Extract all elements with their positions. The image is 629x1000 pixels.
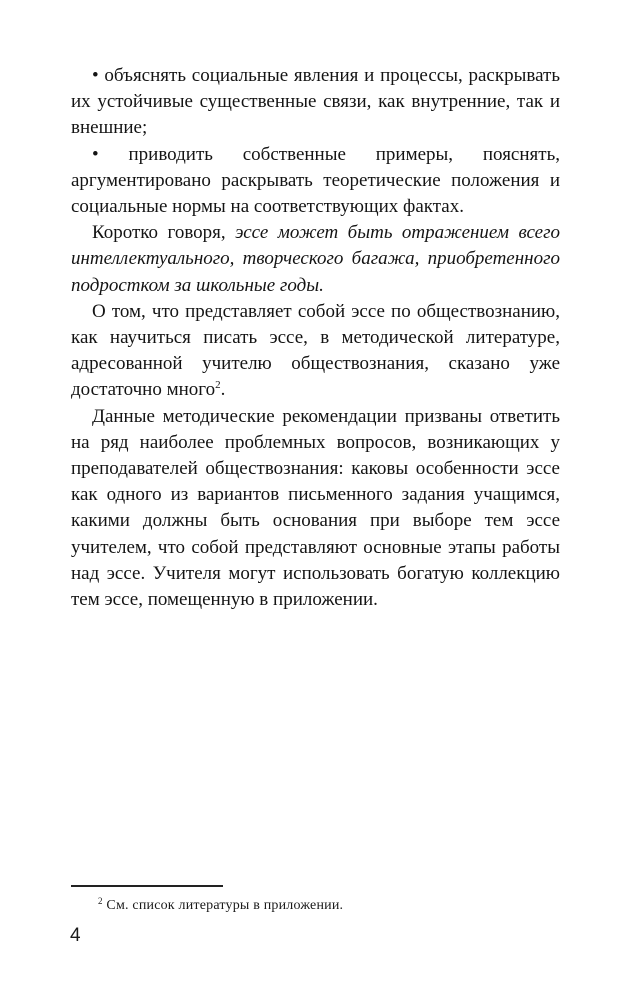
bullet-item: • приводить собственные примеры, пояснять, аргументировано раскрывать теоретические положения и социальные нормы на соответствующих фактах. — [71, 143, 560, 218]
page-body — [71, 63, 560, 613]
footnote-divider — [71, 885, 223, 887]
paragraph-recommendations: Данные методические рекомендации призваны ответить на ряд наиболее проблемных вопросов, возникающих у преподавателей обществознания: каковы особенности эссе как одного из вариантов письменного задания учащимся, какими должны быть основания при выборе тем эссе учителем, что собой представляют основные этапы работы над эссе. Учителя могут использовать богатую коллекцию тем эссе, помещенную в приложении. — [71, 405, 560, 611]
footnote-text: См. список литературы в приложении. — [102, 898, 344, 913]
paragraph-literature — [71, 299, 560, 404]
paragraph-end: . — [220, 379, 226, 401]
page-number: 4 — [70, 925, 81, 946]
paragraph-italic-emphasis: эссе может быть отражением всего интеллектуального, творческого багажа, приобретенного подростком за школьные годы. — [71, 222, 560, 296]
paragraph-text: О том, что представляет собой эссе по обществознанию, как научиться писать эссе, в методической литературе, адресованной учителю обществознания, сказано уже достаточно много — [71, 300, 560, 401]
paragraph-summary — [71, 220, 560, 299]
footnote-marker: 2 — [98, 896, 103, 906]
paragraph-lead: Коротко говоря, — [92, 222, 236, 244]
footnote-reference: 2 — [215, 379, 221, 392]
footnote — [98, 898, 343, 914]
bullet-item: • объяснять социальные явления и процессы, раскрывать их устойчивые существенные связи, как внутренние, так и внешние; — [71, 65, 560, 139]
